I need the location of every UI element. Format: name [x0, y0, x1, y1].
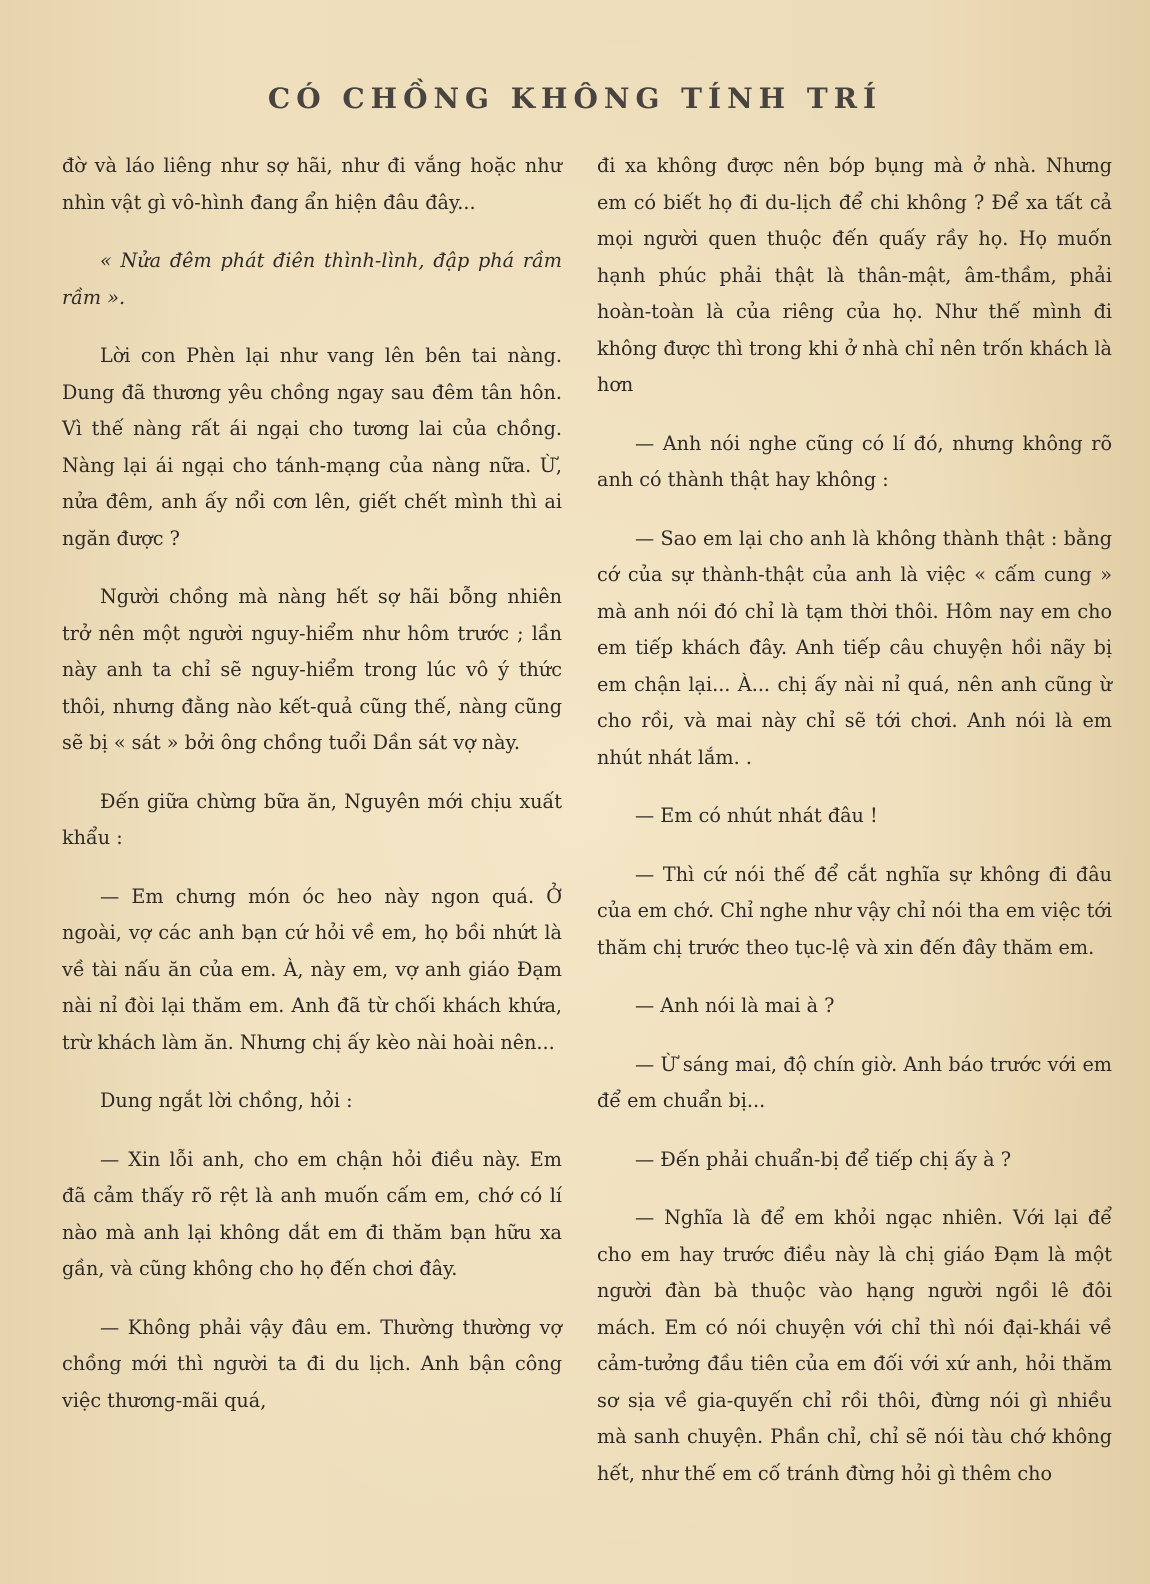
paragraph: — Đến phải chuẩn-bị để tiếp chị ấy à ? — [635, 1147, 1012, 1171]
paragraph: — Ừ sáng mai, độ chín giờ. Anh báo trước với em để em chuẩn bị... — [597, 1052, 1112, 1112]
paragraph: — Nghĩa là để em khỏi ngạc nhiên. Với lại để cho em hay trước điều này là chị giáo Đạm là một người đàn bà thuộc vào hạng người ngồi lê đôi mách. Em có nói chuyện với chỉ thì nói đại-khái về cảm-tưởng đầu tiên của em đối với xứ anh, hỏi thăm sơ sịa về gia-quyến chỉ rồi thôi, đừng nói gì nhiều mà sanh chuyện. Phần chỉ, chỉ sẽ nói tàu chớ không hết, như thế em cố tránh đừng hỏi gì thêm cho — [597, 1206, 1112, 1485]
paragraph: — Thì cứ nói thế để cắt nghĩa sự không đi đâu của em chớ. Chỉ nghe như vậy chỉ nói tha em việc tới thăm chị trước theo tục-lệ và xin đến đây thăm em. — [597, 862, 1112, 959]
paragraph: Lời con Phèn lại như vang lên bên tai nàng. Dung đã thương yêu chồng ngay sau đêm tân hôn. Vì thế nàng rất ái ngại cho tương lai của chồng. Nàng lại ái ngại cho tánh-mạng của nàng nữa. Ừ, nửa đêm, anh ấy nổi cơn lên, giết chết mình thì ai ngăn được ? — [62, 344, 562, 550]
paragraph: « Nửa đêm phát điên thình-lình, đập phá rầm rầm ». — [62, 249, 562, 309]
paragraph: — Xin lỗi anh, cho em chận hỏi điều này. Em đã cảm thấy rõ rệt là anh muốn cấm em, chớ có lí nào mà anh lại không dắt em đi thăm bạn hữu xa gần, và cũng không cho họ đến chơi đây. — [62, 1147, 562, 1280]
paragraph: — Em chưng món óc heo này ngon quá. Ở ngoài, vợ các anh bạn cứ hỏi về em, họ bồi nhứt là về tài nấu ăn của em. À, này em, vợ anh giáo Đạm nài nỉ đòi lại thăm em. Anh đã từ chối khách khứa, trừ khách làm ăn. Nhưng chị ấy kèo nài hoài nên... — [62, 884, 562, 1054]
paragraph: — Anh nói là mai à ? — [635, 994, 835, 1017]
paragraph: — Không phải vậy đâu em. Thường thường vợ chồng mới thì người ta đi du lịch. Anh bận công việc thương-mãi quá, — [62, 1315, 562, 1412]
left-column — [62, 148, 562, 1441]
paragraph: — Sao em lại cho anh là không thành thật : bằng cớ của sự thành-thật của anh là việc « cấm cung » mà anh nói đó chỉ là tạm thời thôi. Hôm nay em cho em tiếp khách đây. Anh tiếp câu chuyện hồi nãy bị em chận lại... À... chị ấy nài nỉ quá, nên anh cũng ừ cho rồi, và mai này chỉ sẽ tới chơi. Anh nói là em nhút nhát lắm. . — [597, 526, 1112, 769]
running-head: CÓ CHỒNG KHÔNG TÍNH TRÍ — [267, 82, 883, 115]
paragraph: đi xa không được nên bóp bụng mà ở nhà. Nhưng em có biết họ đi du-lịch để chi không ? Để xa tất cả mọi người quen thuộc đến quấy rầy họ. Họ muốn hạnh phúc phải thật là thân-mật, âm-thầm, phải hoàn-toàn là của riêng của họ. Như thế mình đi không được thì trong khi ở nhà chỉ nên trốn khách là hơn — [597, 154, 1112, 396]
paragraph: Dung ngắt lời chồng, hỏi : — [100, 1089, 353, 1112]
paragraph: đờ và láo liêng như sợ hãi, như đi vắng hoặc như nhìn vật gì vô-hình đang ẩn hiện đâu đây... — [62, 154, 562, 214]
right-column — [597, 148, 1112, 1514]
paragraph: — Em có nhút nhát đâu ! — [635, 804, 878, 827]
paragraph: Đến giữa chừng bữa ăn, Nguyên mới chịu xuất khẩu : — [62, 789, 562, 849]
paragraph: Người chồng mà nàng hết sợ hãi bỗng nhiên trở nên một người nguy-hiểm như hôm trước ; lần này anh ta chỉ sẽ nguy-hiểm trong lúc vô ý thức thôi, nhưng đằng nào kết-quả cũng thế, nàng cũng sẽ bị « sát » bởi ông chồng tuổi Dần sát vợ này. — [62, 585, 562, 754]
paragraph: — Anh nói nghe cũng có lí đó, nhưng không rõ anh có thành thật hay không : — [597, 431, 1112, 491]
